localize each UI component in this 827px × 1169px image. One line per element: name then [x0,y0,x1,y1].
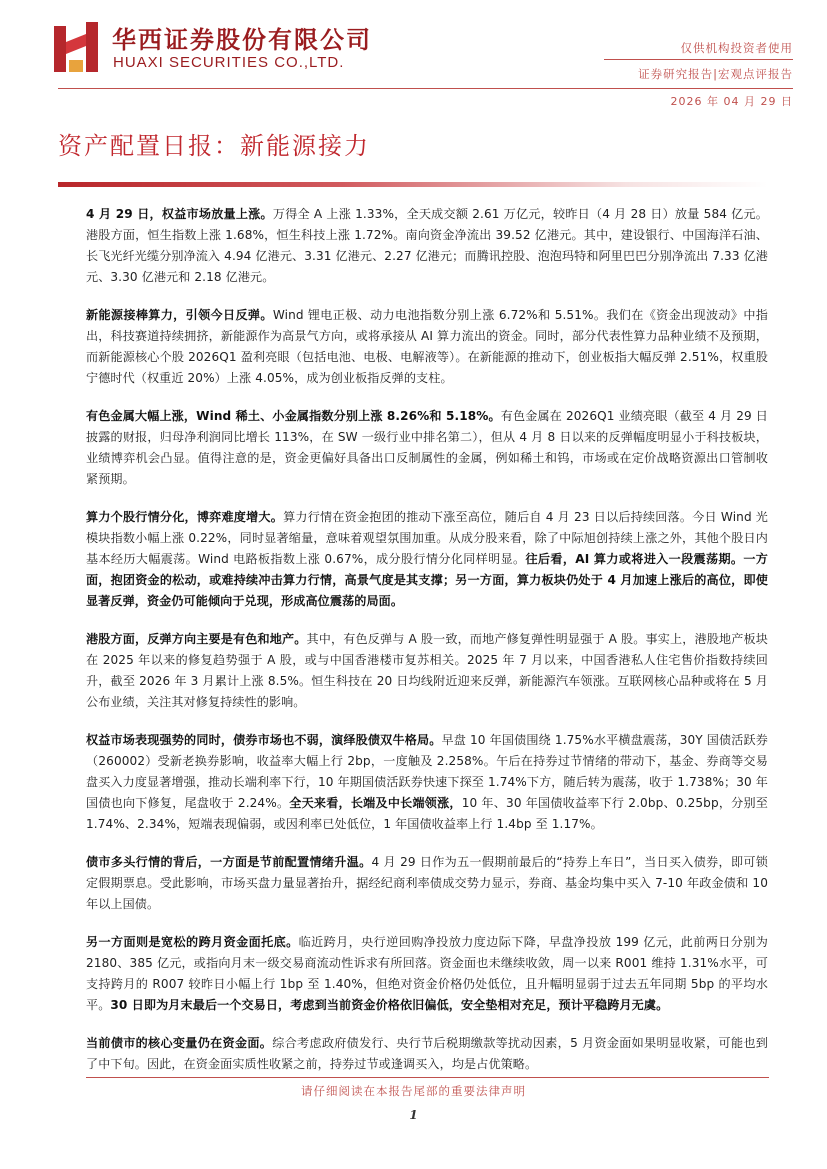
audience-note: 仅供机构投资者使用 [680,41,793,55]
title-underline [58,182,768,187]
company-logo [52,20,102,74]
paragraph: 债市多头行情的背后，一方面是节前配置情绪升温。4 月 29 日作为五一假期前最后的“持券上车日”，当日买入债券，即可锁定假期票息。受此影响，市场买盘力量显著抬升，据经纪商利率债成交势力显示，券商、基金均集中买入 7-10 年政金债和 10 年以上国债。 [86,855,768,911]
logo-mark-icon [52,20,102,74]
paragraph: 港股方面，反弹方向主要是有色和地产。其中，有色反弹与 A 股一致，而地产修复弹性明显强于 A 股。事实上，港股地产板块在 2025 年以来的修复趋势强于 A 股，或与中国香港楼市复苏相关。2025 年 7 月以来，中国香港私人住宅售价指数持续回升，截至 2026 年 3 月累计上涨 8.5%。恒生科技在 20 日均线附近迎来反弹，新能源汽车领涨。互联网核心品种或将在 5 月公布业绩，关注其对修复持续性的影响。 [86,632,768,709]
page-number: 1 [409,1108,418,1122]
paragraph: 有色金属大幅上涨，Wind 稀土、小金属指数分别上涨 8.26%和 5.18%。有色金属在 2026Q1 业绩亮眼（截至 4 月 29 日披露的财报，归母净利润同比增长 113%，在 SW 一级行业中排名第二），但从 4 月 8 日以来的反弹幅度明显小于科技板块，业绩博弈机会凸显。值得注意的是，资金更偏好具备出口反制属性的金属，例如稀土和钨，市场或在定价战略资源出口管制收紧预期。 [86,409,769,486]
report-date: 2026 年 04 月 29 日 [670,95,793,108]
footer-divider [86,1077,769,1078]
company-name-en: HUAXI SECURITIES CO.,LTD. [113,54,345,71]
report-body [86,204,768,1092]
company-name-cn: 华西证券股份有限公司 [112,25,372,54]
paragraph: 另一方面则是宽松的跨月资金面托底。临近跨月，央行逆回购净投放力度边际下降，早盘净投放 199 亿元，此前两日分别为 2180、385 亿元，或指向月末一级交易商流动性诉求有所回落。资金面也未继续收敛，周一以来 R001 维持 1.31%水平，可支持跨月的 R007 较昨日小幅上行 1bp 至 1.40%，但绝对资金价格仍处低位，且升幅明显弱于过去五年同期 5bp 的平均水平。30 日即为月末最后一个交易日，考虑到当前资金价格依旧偏低，安全垫相对充足，预计平稳跨月无虞。 [86,935,768,1012]
header-divider-short [604,59,793,60]
paragraph: 权益市场表现强势的同时，债券市场也不弱，演绎股债双牛格局。早盘 10 年国债围绕 1.75%水平横盘震荡，30Y 国债活跃券（260002）受新老换券影响，收益率大幅上行 2bp，一度触及 2.258%。午后在持券过节情绪的带动下，基金、券商等交易盘买入力度显著增强，推动长端利率下行，10 年期国债活跃券快速下探至 1.74%下方，随后转为震荡，收于 1.738%；30 年国债也向下修复，尾盘收于 2.24%。全天来看，长端及中长端领涨，10 年、30 年国债收益率下行 2.0bp、0.25bp，分别至 1.74%、2.34%，短端表现偏弱，或因利率已处低位，1 年国债收益率上行 1.4bp 至 1.17%。 [86,733,768,831]
header-divider [58,88,793,89]
paragraph: 4 月 29 日，权益市场放量上涨。万得全 A 上涨 1.33%，全天成交额 2.61 万亿元，较昨日（4 月 28 日）放量 584 亿元。港股方面，恒生指数上涨 1.68%，恒生科技上涨 1.72%。南向资金净流出 39.52 亿港元。其中，建设银行、中国海洋石油、长飞光纤光缆分别净流入 4.94 亿港元、3.31 亿港元、2.27 亿港元；而腾讯控股、泡泡玛特和阿里巴巴分别净流出 7.33 亿港元、3.30 亿港元和 2.18 亿港元。 [86,207,768,284]
paragraph: 新能源接棒算力，引领今日反弹。Wind 锂电正极、动力电池指数分别上涨 6.72%和 5.51%。我们在《资金出现波动》中指出，科技赛道持续拥挤，新能源作为高景气方向，或将承接从 AI 算力流出的资金。同时，部分代表性算力品种业绩不及预期，而新能源核心个股 2026Q1 盈利亮眼（包括电池、电极、电解液等）。在新能源的推动下，创业板指大幅反弹 2.51%，权重股宁德时代（权重近 20%）上涨 4.05%，成为创业板指反弹的支柱。 [86,308,768,385]
paragraph: 当前债市的核心变量仍在资金面。综合考虑政府债发行、央行节后税期缴款等扰动因素，5 月资金面如果明显收紧，可能也到了中下旬。因此，在资金面实质性收紧之前，持券过节或逢调买入，均是占优策略。 [86,1036,768,1071]
legal-notice: 请仔细阅读在本报告尾部的重要法律声明 [301,1084,526,1098]
report-title: 资产配置日报：新能源接力 [58,132,370,160]
report-type: 证券研究报告|宏观点评报告 [638,67,793,81]
paragraph: 算力个股行情分化，博弈难度增大。算力行情在资金抱团的推动下涨至高位，随后自 4 月 23 日以后持续回落。今日 Wind 光模块指数小幅上涨 0.22%，同时显著缩量，意味着观望氛围加重。从成分股来看，除了中际旭创持续上涨之外，其他个股日内基本经历大幅震荡。Wind 电路板指数上涨 0.67%，成分股行情分化同样明显。往后看，AI 算力或将进入一段震荡期。一方面，抱团资金的松动，或难持续冲击算力行情，高景气度是其支撑；另一方面，算力板块仍处于 4 月加速上涨后的高位，即使显著反弹，资金仍可能倾向于兑现，形成高位震荡的局面。 [86,510,768,608]
